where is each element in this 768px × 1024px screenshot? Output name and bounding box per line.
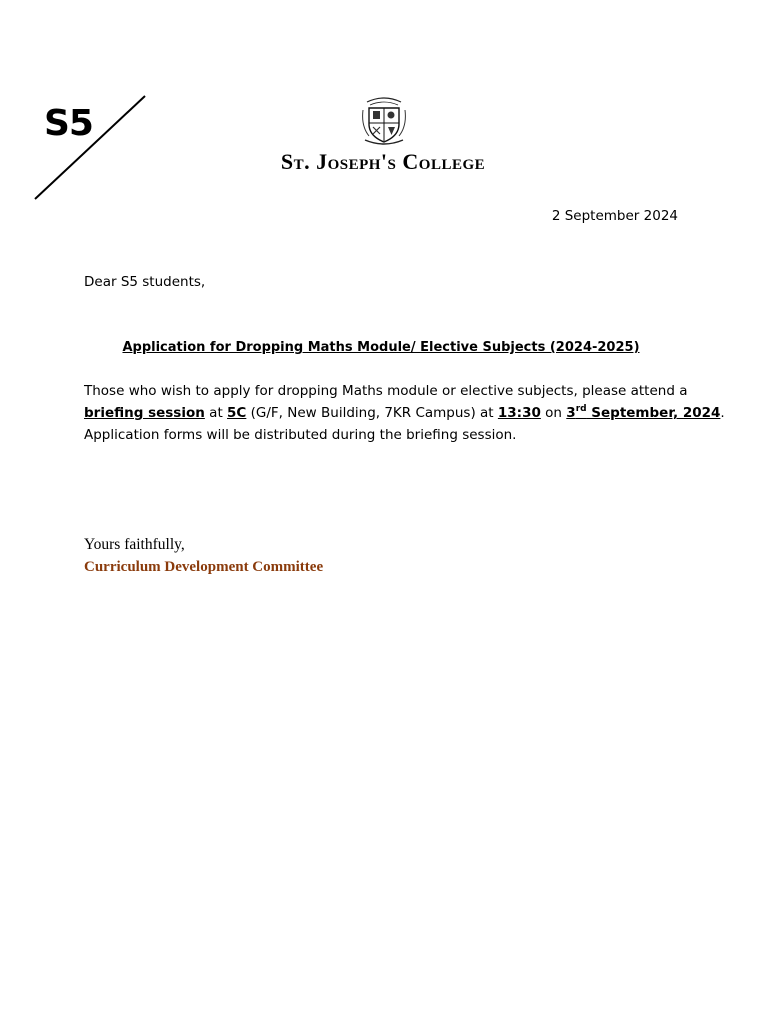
body-line-1: Those who wish to apply for dropping Maths module or elective subjects, please attend a bbox=[84, 383, 688, 399]
body-line-2 bbox=[84, 402, 725, 424]
body-line-3: Application forms will be distributed during the briefing session. bbox=[84, 427, 517, 443]
session-day: 3 bbox=[566, 405, 576, 421]
venue-room: 5C bbox=[227, 405, 247, 421]
form-label: S5 bbox=[44, 103, 93, 144]
salutation: Dear S5 students, bbox=[84, 274, 206, 290]
letter-date: 2 September 2024 bbox=[551, 208, 678, 224]
body-period: . bbox=[720, 405, 725, 421]
venue-detail: (G/F, New Building, 7KR Campus) at bbox=[246, 405, 498, 421]
diagonal-stroke bbox=[34, 95, 146, 201]
college-crest-logo bbox=[361, 96, 407, 146]
signatory: Curriculum Development Committee bbox=[84, 559, 324, 575]
body-on-text: on bbox=[540, 405, 567, 421]
body-at-text: at bbox=[204, 405, 228, 421]
letter-body bbox=[84, 380, 725, 446]
briefing-session-text: briefing session bbox=[84, 405, 205, 421]
day-suffix: rd bbox=[575, 404, 587, 414]
session-month-year: September, 2024 bbox=[586, 405, 721, 421]
letter-subject: Application for Dropping Maths Module/ Elective Subjects (2024-2025) bbox=[122, 340, 640, 355]
session-date bbox=[566, 405, 720, 421]
college-name: St. Joseph's College bbox=[280, 149, 486, 174]
closing: Yours faithfully, bbox=[84, 536, 185, 553]
session-time: 13:30 bbox=[497, 405, 541, 421]
